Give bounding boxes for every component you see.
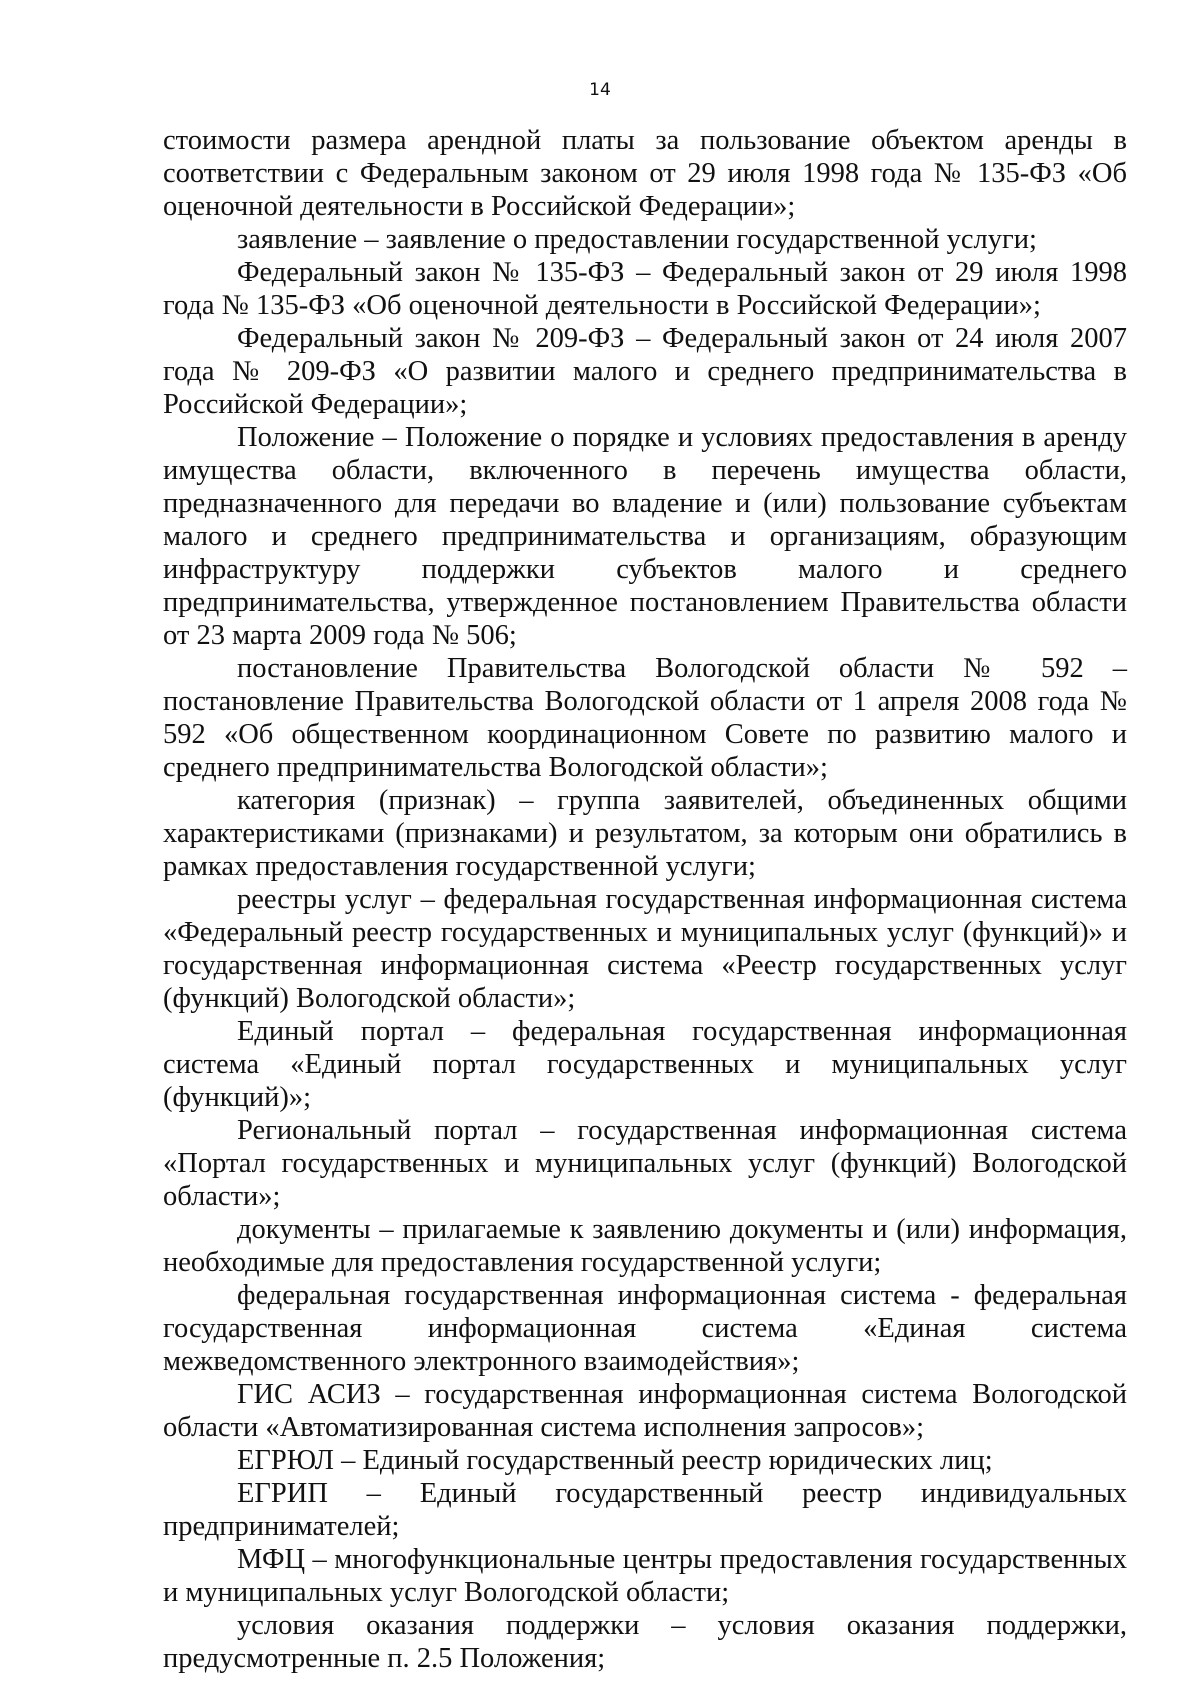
paragraph-egrip: ЕГРИП – Единый государственный реестр индивидуальных предпринимателей; [163,1478,1127,1542]
document-body [163,124,1127,1675]
paragraph-law-209: Федеральный закон № 209-ФЗ – Федеральный закон от 24 июля 2007 года № 209-ФЗ «О развитии малого и среднего предпринимательства в Российской Федерации»; [163,323,1127,420]
paragraph-postanovlenie-592: постановление Правительства Вологодской области № 592 – постановление Правительства Вологодской области от 1 апреля 2008 года № 592 «Об общественном координационном Совете по развитию малого и среднего предпринимательства Вологодской области»; [163,653,1127,783]
paragraph-smev: федеральная государственная информационная система - федеральная государственная информационная система «Единая система межведомственного электронного взаимодействия»; [163,1280,1127,1377]
paragraph-zayavlenie: заявление – заявление о предоставлении государственной услуги; [237,224,1037,255]
paragraph-continuation: стоимости размера арендной платы за пользование объектом аренды в соответствии с Федеральным законом от 29 июля 1998 года № 135-ФЗ «Об оценочной деятельности в Российской Федерации»; [163,125,1127,222]
paragraph-law-135: Федеральный закон № 135-ФЗ – Федеральный закон от 29 июля 1998 года № 135-ФЗ «Об оценочной деятельности в Российской Федерации»; [163,257,1127,321]
paragraph-usloviya-podderzhki: условия оказания поддержки – условия оказания поддержки, предусмотренные п. 2.5 Положения; [163,1610,1127,1674]
paragraph-reestry-uslug: реестры услуг – федеральная государственная информационная система «Федеральный реестр государственных и муниципальных услуг (функций)» и государственная информационная система «Реестр государственных услуг (функций) Вологодской области»; [163,884,1127,1014]
paragraph-dokumenty: документы – прилагаемые к заявлению документы и (или) информация, необходимые для предоставления государственной услуги; [163,1214,1127,1278]
paragraph-egryul: ЕГРЮЛ – Единый государственный реестр юридических лиц; [237,1445,993,1476]
paragraph-regionalnyi-portal: Региональный портал – государственная информационная система «Портал государственных и муниципальных услуг (функций) Вологодской области»; [163,1115,1127,1212]
paragraph-polozhenie: Положение – Положение о порядке и условиях предоставления в аренду имущества области, включенного в перечень имущества области, предназначенного для передачи во владение и (или) пользование субъектам малого и среднего предпринимательства и организациям, образующим инфраструктуру поддержки субъектов малого и среднего предпринимательства, утвержденное постановлением Правительства области от 23 марта 2009 года № 506; [163,422,1127,651]
paragraph-mfc: МФЦ – многофункциональные центры предоставления государственных и муниципальных услуг Вологодской области; [163,1544,1127,1608]
paragraph-kategoriya: категория (признак) – группа заявителей, объединенных общими характеристиками (признаками) и результатом, за которым они обратились в рамках предоставления государственной услуги; [163,785,1127,882]
paragraph-edinyi-portal: Единый портал – федеральная государственная информационная система «Единый портал государственных и муниципальных услуг (функций)»; [163,1016,1127,1113]
paragraph-gis-asiz: ГИС АСИЗ – государственная информационная система Вологодской области «Автоматизированная система исполнения запросов»; [163,1379,1127,1443]
page-number: 14 [589,80,611,100]
